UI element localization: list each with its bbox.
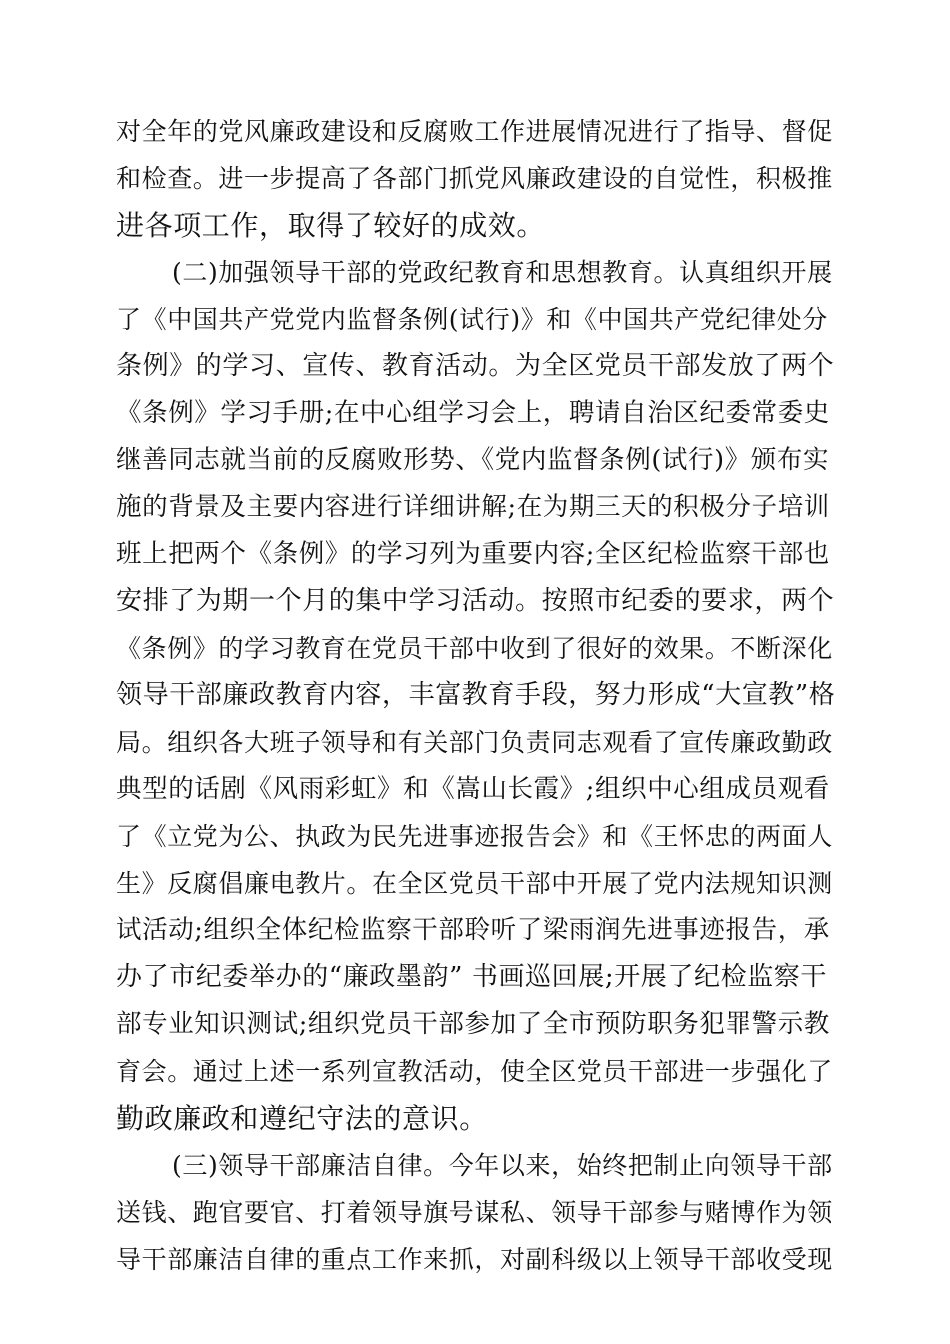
text-line: 勤政廉政和遵纪守法的意识。 [116,1102,488,1135]
text-line: 生》反腐倡廉电教片。在全区党员干部中开展了党内法规知识测 [116,869,833,898]
text-line: 继善同志就当前的反腐败形势、《党内监督条例(试行)》颁布实 [116,445,830,475]
text-line: 典型的话剧《风雨彩虹》和《嵩山长霞》;组织中心组成员观看 [116,774,830,804]
text-line: 领导干部廉政教育内容，丰富教育手段，努力形成“大宣教”格 [116,680,836,710]
text-line: 办了市纪委举办的“廉政墨韵” 书画巡回展;开展了纪检监察干 [116,962,828,992]
text-line: 条例》的学习、宣传、教育活动。为全区党员干部发放了两个 [116,351,835,381]
text-line: 进各项工作，取得了较好的成效。 [116,209,546,242]
text-line: 送钱、跑官要官、打着领导旗号谋私、领导干部参与赌博作为领 [116,1198,833,1227]
text-line: 班上把两个《条例》的学习列为重要内容;全区纪检监察干部也 [116,539,830,569]
text-line: 安排了为期一个月的集中学习活动。按照市纪委的要求，两个 [116,586,835,616]
paragraph-start-line: (三)领导干部廉洁自律。今年以来，始终把制止向领导干部 [172,1151,833,1180]
text-line: 局。组织各大班子领导和有关部门负责同志观看了宣传廉政勤政 [116,728,833,757]
text-line: 施的背景及主要内容进行详细讲解;在为期三天的积极分子培训 [116,492,830,522]
body-text [116,108,836,1283]
paragraph-start-line: (二)加强领导干部的党政纪教育和思想教育。认真组织开展 [172,258,833,287]
text-line: 部专业知识测试;组织党员干部参加了全市预防职务犯罪警示教 [116,1009,830,1039]
text-line: 育会。通过上述一系列宣教活动，使全区党员干部进一步强化了 [116,1057,833,1086]
text-line: 了《中国共产党党内监督条例(试行)》和《中国共产党纪律处分 [116,305,828,334]
text-line: 对全年的党风廉政建设和反腐败工作进展情况进行了指导、督促 [116,117,833,146]
text-line: 《条例》学习手册;在中心组学习会上，聘请自治区纪委常委史 [116,398,830,428]
text-line: 试活动;组织全体纪检监察干部聆听了梁雨润先进事迹报告，承 [116,915,830,945]
text-line: 和检查。进一步提高了各部门抓党风廉政建设的自觉性，积极推 [116,164,833,193]
text-line: 《条例》的学习教育在党员干部中收到了很好的效果。不断深化 [116,634,833,663]
text-line: 导干部廉洁自律的重点工作来抓，对副科级以上领导干部收受现 [116,1245,833,1274]
text-line: 了《立党为公、执政为民先进事迹报告会》和《王怀忠的两面人 [116,822,833,851]
